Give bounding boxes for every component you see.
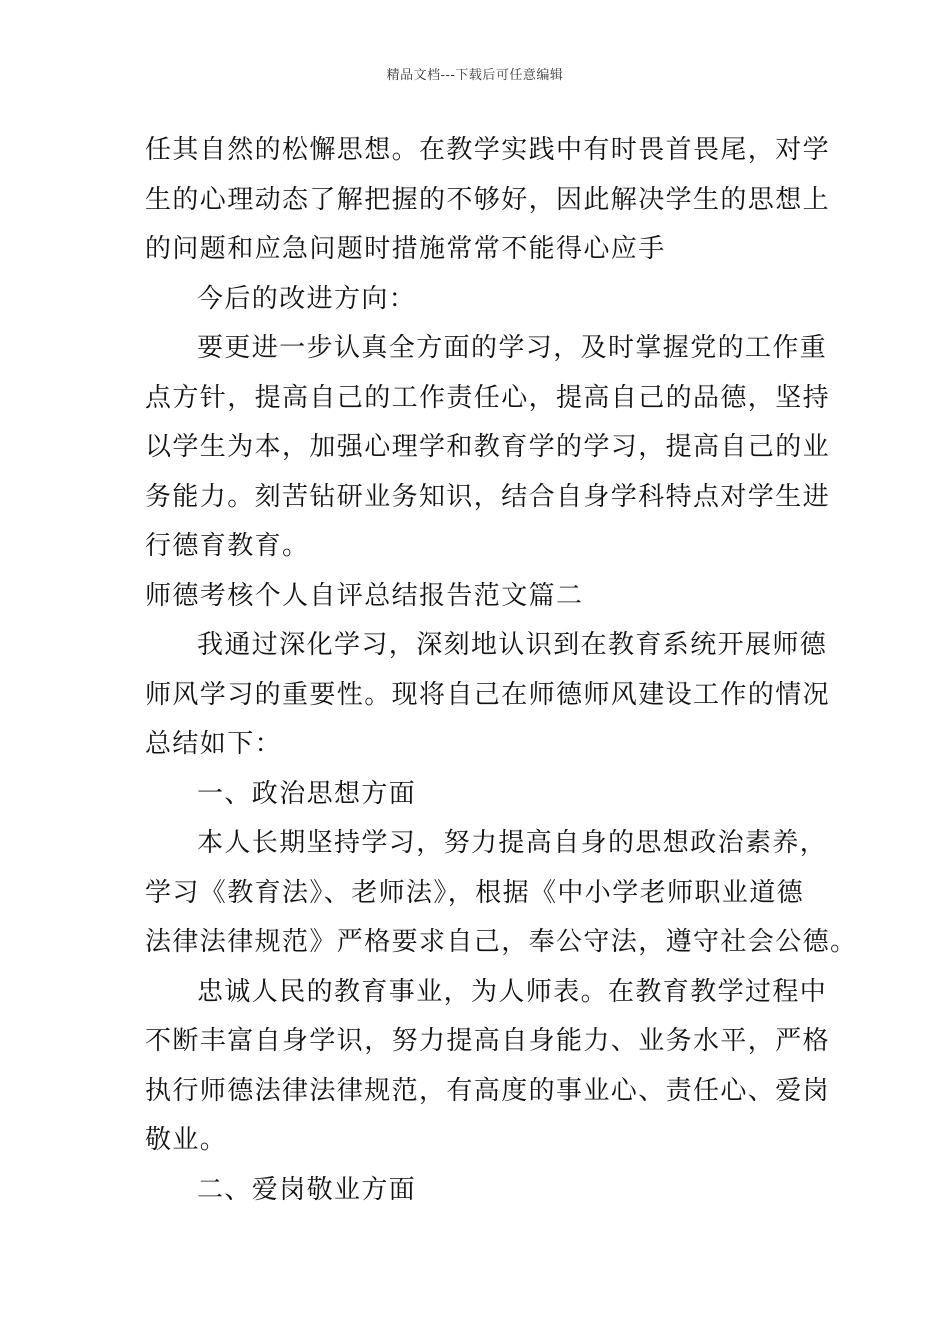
text-line: 不断丰富自身学识，努力提高自身能力、业务水平，严格 bbox=[145, 1026, 831, 1056]
text-line: 学习《教育法》、老师法》，根据《中小学老师职业道德 bbox=[145, 877, 805, 908]
text-line: 师德考核个人自评总结报告范文篇二 bbox=[145, 580, 584, 611]
text-line: 生的心理动态了解把握的不够好，因此解决学生的思想上 bbox=[145, 184, 831, 215]
text-line: 行德育教育。 bbox=[145, 531, 310, 561]
text-line: 师风学习的重要性。现将自己在师德师风建设工作的情况 bbox=[145, 679, 831, 710]
text-line: 今后的改进方向： bbox=[197, 283, 417, 314]
text-line: 一、政治思想方面 bbox=[197, 778, 417, 809]
text-line: 我通过深化学习，深刻地认识到在教育系统开展师德 bbox=[197, 630, 828, 660]
text-line: 要更进一步认真全方面的学习，及时掌握党的工作重 bbox=[197, 333, 828, 363]
document-body bbox=[145, 126, 858, 1215]
text-line: 以学生为本，加强心理学和教育学的学习，提高自己的业 bbox=[145, 432, 831, 462]
text-line: 执行师德法律法律规范，有高度的事业心、责任心、爱岗 bbox=[145, 1075, 831, 1106]
text-line: 法律法律规范》严格要求自己，奉公守法，遵守社会公德。 bbox=[145, 927, 858, 957]
text-line: 点方针，提高自己的工作责任心，提高自己的品德，坚持 bbox=[145, 382, 831, 413]
text-line: 二、爱岗敬业方面 bbox=[197, 1174, 417, 1205]
text-line: 任其自然的松懈思想。在教学实践中有时畏首畏尾，对学 bbox=[145, 135, 831, 165]
page-header: 精品文档---下载后可任意编辑 bbox=[386, 68, 564, 83]
text-line: 的问题和应急问题时措施常常不能得心应手 bbox=[145, 234, 666, 264]
text-line: 本人长期坚持学习，努力提高自身的思想政治素养， bbox=[197, 828, 828, 858]
text-line: 务能力。刻苦钻研业务知识，结合自身学科特点对学生进 bbox=[145, 481, 831, 512]
text-line: 忠诚人民的教育事业，为人师表。在教育教学过程中 bbox=[197, 976, 828, 1007]
text-line: 总结如下： bbox=[145, 729, 283, 759]
text-line: 敬业。 bbox=[145, 1125, 228, 1155]
